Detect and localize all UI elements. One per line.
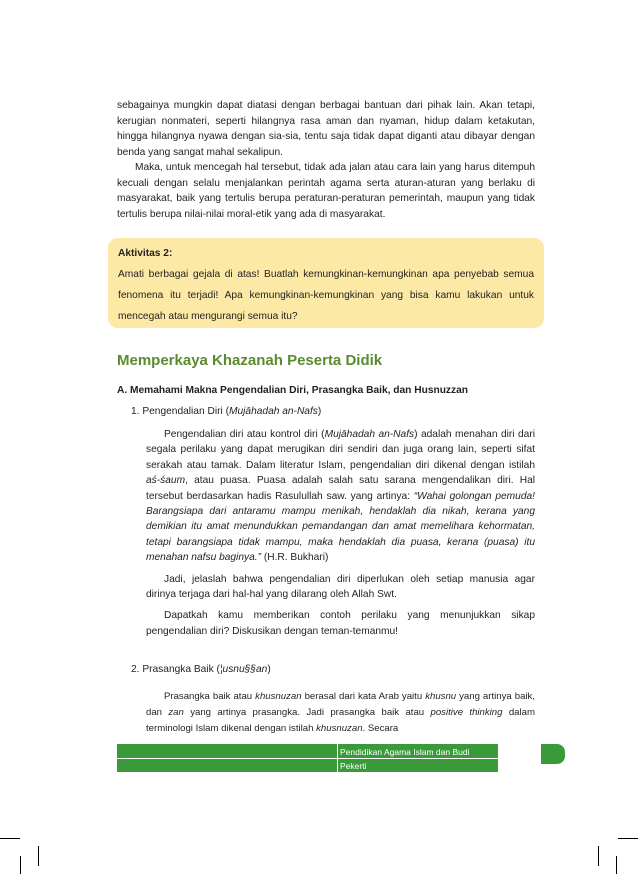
crop-mark <box>20 856 21 874</box>
item-1-paragraph-3: Dapatkah kamu memberikan contoh perilaku yang menunjukkan sikap pengendalian diri? Diskusikan dengan teman-temanmu! <box>146 610 535 637</box>
item-1-p1-term2: aś-śaum <box>146 475 186 487</box>
crop-mark <box>598 846 599 866</box>
activity-box <box>108 238 544 328</box>
hadith-reference: (H.R. Bukhari) <box>260 552 329 564</box>
item-2-p1-f: . Secara <box>362 723 399 734</box>
item-2-heading-pre: 2. Prasangka Baik ( <box>131 664 220 675</box>
item-2-p1-b: berasal dari kata Arab yaitu <box>301 691 426 702</box>
item-1-heading-post: ) <box>317 406 322 417</box>
footer-book-title <box>340 745 469 773</box>
item-1-paragraph-2: Jadi, jelaslah bahwa pengendalian diri diperlukan oleh setiap manusia agar dirinya terjaga dari hal-hal yang dilarang oleh Allah Swt. <box>146 573 535 601</box>
item-1-heading-term: Mujāhadah an-Nafs <box>228 406 318 417</box>
item-2-paragraph-1 <box>146 689 535 737</box>
item-1-heading <box>131 406 321 417</box>
activity-body: Amati berbagai gejala di atas! Buatlah kemungkinan-kemungkinan apa penyebab semua fenomena itu terjadi! Apa kemungkinan-kemungkinan yang bisa kamu lakukan untuk mencegah atau mengurangi semua itu? <box>118 269 534 322</box>
subsection-heading: A. Memahami Makna Pengendalian Diri, Prasangka Baik, dan Husnuzzan <box>117 385 469 396</box>
footer-line-1: Pendidikan Agama Islam dan Budi <box>340 747 470 757</box>
item-2-p1-term4: positive thinking <box>430 707 503 718</box>
item-1-paragraph-1 <box>146 427 535 566</box>
item-1-p1-b: ) adalah menahan diri dari segala perilaku yang dapat merugikan diri sendiri dan juga orang lain, seperti sifat serakah atau tamak. Dalam literatur Islam, pengendalian diri dikenal dengan istilah <box>146 429 535 471</box>
intro-text <box>117 98 535 222</box>
item-2-p1-e: dalam terminologi Islam dikenal dengan istilah <box>146 707 535 734</box>
item-2-heading <box>131 664 271 675</box>
crop-mark <box>38 846 39 866</box>
item-1-body <box>146 427 535 645</box>
item-2-body <box>146 689 535 743</box>
intro-paragraph-1: sebagainya mungkin dapat diatasi dengan berbagai bantuan dari pihak lain. Akan tetapi, kerugian nonmateri, seperti hilangnya rasa aman dan nyaman, hidup dalam ketakutan, hingga hilangnya nyawa dengan sia-sia, tentu saja tidak dapat diganti atau dibayar dengan benda yang sangat mahal sekalipun. <box>117 100 535 158</box>
page-tab-marker <box>541 744 565 764</box>
hadith-quote: “Wahai golongan pemuda! Barangsiapa dari antaramu mampu menikah, hendaklah dia nikah, kerana yang demikian itu amat menundukkan pemandangan dan amat memelihara kehormatan, tetapi barangsiapa tidak mampu, maka hendaklah dia puasa, kerana (puasa) itu menahan nafsu baginya.” <box>146 490 535 564</box>
intro-paragraph-2: Maka, untuk mencegah hal tersebut, tidak ada jalan atau cara lain yang harus ditempuh kecuali dengan selalu menjalankan perintah agama serta aturan-aturan yang berlaku di masyarakat, baik yang tertulis berupa peraturan-peraturan pemerintah, maupun yang tidak tertulis berupa nilai-nilai moral-etik yang ada di masyarakat. <box>117 162 535 220</box>
item-2-heading-post: ) <box>267 664 271 675</box>
activity-title: Aktivitas 2: <box>118 248 173 259</box>
item-2-p1-term2: khusnu <box>425 691 457 702</box>
section-title: Memperkaya Khazanah Peserta Didik <box>117 352 383 369</box>
item-2-p1-term5: khusnuzan <box>316 723 363 734</box>
item-2-p1-term: khusnuzan <box>255 691 302 702</box>
item-1-p1-c: , atau puasa. Puasa adalah salah satu sarana mengendalikan diri. Hal tersebut berdasarkan hadis Rasulullah saw. yang artinya: <box>146 475 535 502</box>
item-2-p1-d: yang artinya prasangka. Jadi prasangka baik atau <box>183 707 431 718</box>
item-2-p1-c: yang artinya baik, dan <box>146 691 535 718</box>
footer-vertical-divider <box>337 744 338 772</box>
footer-line-2: Pekerti <box>340 761 367 771</box>
crop-mark <box>618 838 638 839</box>
item-2-heading-term: ¦usnu§§an <box>219 664 268 675</box>
crop-mark <box>0 838 20 839</box>
item-1-p1-a: Pengendalian diri atau kontrol diri ( <box>164 429 325 440</box>
item-1-p1-term: Mujāhadah an-Nafs <box>324 429 415 440</box>
crop-mark <box>616 856 617 874</box>
item-2-p1-a: Prasangka baik atau <box>164 691 256 702</box>
footer-band <box>117 744 498 772</box>
item-1-heading-pre: 1. Pengendalian Diri ( <box>131 406 229 417</box>
item-2-p1-term3: zan <box>168 707 184 718</box>
